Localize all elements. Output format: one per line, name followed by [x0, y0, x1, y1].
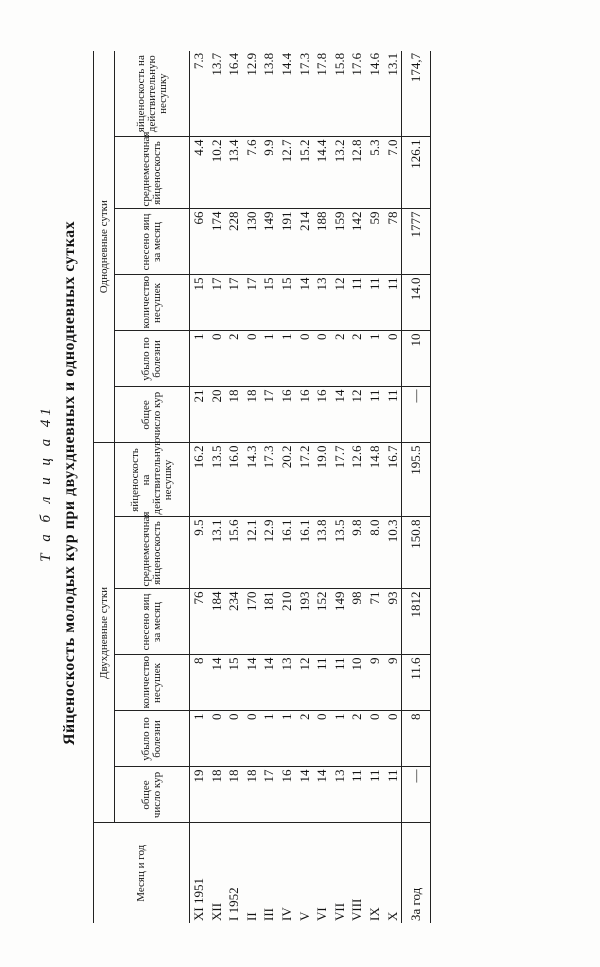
two-day-cell: 16.1 — [296, 517, 314, 589]
one-day-cell: 2 — [348, 331, 366, 387]
two-day-cell: 15 — [225, 655, 243, 711]
one-day-cell: 149 — [260, 209, 278, 275]
two-day-cell: 2 — [296, 711, 314, 767]
table-row — [331, 51, 349, 923]
one-day-cell: 13.8 — [260, 51, 278, 137]
header-lost-disease: убыло по болезни — [115, 711, 190, 767]
table-number: Т а б л и ц а 41 — [38, 404, 54, 562]
month-cell: III — [261, 908, 277, 921]
one-day-cell: 13.2 — [331, 137, 349, 209]
one-day-cell: 15.2 — [296, 137, 314, 209]
one-day-cell: 15.8 — [331, 51, 349, 137]
month-cell: IV — [278, 907, 294, 921]
table-row — [296, 51, 314, 923]
one-day-cell: 1 — [190, 331, 208, 387]
two-day-cell: 11 — [313, 655, 331, 711]
header-per-layer: яйценоскость на действительную несушку — [115, 51, 190, 137]
two-day-cell: 11 — [384, 767, 402, 823]
one-day-cell: 12 — [348, 387, 366, 443]
egg-production-table — [93, 51, 431, 923]
two-day-cell: 17.3 — [260, 443, 278, 517]
one-day-cell: 16 — [313, 387, 331, 443]
two-day-cell: 0 — [243, 711, 261, 767]
one-day-cell: 5.3 — [366, 137, 384, 209]
two-day-cell: 181 — [260, 589, 278, 655]
one-day-cell: 10 — [402, 331, 431, 387]
header-month: Месяц и год — [94, 823, 190, 923]
one-day-cell: 130 — [243, 209, 261, 275]
one-day-cell: 1777 — [402, 209, 431, 275]
two-day-cell: 1 — [260, 711, 278, 767]
header-avg-production: среднемесячная яйценоскость — [115, 137, 190, 209]
two-day-cell: 13 — [331, 767, 349, 823]
one-day-cell: 0 — [243, 331, 261, 387]
total-row — [402, 51, 431, 923]
one-day-cell: 188 — [313, 209, 331, 275]
two-day-cell: 1812 — [402, 589, 431, 655]
two-day-cell: 15.6 — [225, 517, 243, 589]
one-day-cell: 18 — [225, 387, 243, 443]
table-row — [243, 51, 261, 923]
two-day-cell: 19.0 — [313, 443, 331, 517]
two-day-cell: 18 — [243, 767, 261, 823]
two-day-cell: 14 — [243, 655, 261, 711]
one-day-cell: 10.2 — [208, 137, 226, 209]
two-day-cell: 1 — [190, 711, 208, 767]
two-day-cell: 9.5 — [190, 517, 208, 589]
one-day-cell: 2 — [331, 331, 349, 387]
one-day-cell: 126.1 — [402, 137, 431, 209]
two-day-cell: 10.3 — [384, 517, 402, 589]
one-day-cell: 1 — [260, 331, 278, 387]
two-day-cell: 12.9 — [260, 517, 278, 589]
two-day-cell: 17.2 — [296, 443, 314, 517]
header-lost-disease: убыло по болезни — [115, 331, 190, 387]
table-row — [260, 51, 278, 923]
one-day-cell: 14.6 — [366, 51, 384, 137]
month-cell: VI — [314, 907, 330, 921]
one-day-cell: 13.7 — [208, 51, 226, 137]
table-row — [225, 51, 243, 923]
table-row — [313, 51, 331, 923]
rotated-table-block — [35, 33, 565, 933]
two-day-cell: 11 — [331, 655, 349, 711]
one-day-cell: 14 — [296, 275, 314, 331]
two-day-cell: 234 — [225, 589, 243, 655]
two-day-cell: 0 — [208, 711, 226, 767]
two-day-cell: 9 — [366, 655, 384, 711]
table-title: Яйценоскость молодых кур при двухдневных и однодневных сутках — [61, 220, 78, 746]
month-cell: X — [384, 911, 400, 921]
month-cell: XII — [208, 902, 224, 921]
one-day-cell: 13 — [313, 275, 331, 331]
table-row — [278, 51, 296, 923]
one-day-cell: 59 — [366, 209, 384, 275]
one-day-cell: 4.4 — [190, 137, 208, 209]
month-cell: VII — [331, 902, 347, 921]
two-day-cell: 12 — [296, 655, 314, 711]
one-day-cell: 16 — [278, 387, 296, 443]
two-day-cell: 16 — [278, 767, 296, 823]
one-day-cell: 16.4 — [225, 51, 243, 137]
month-cell: XI 1951 — [191, 878, 206, 921]
one-day-cell: 191 — [278, 209, 296, 275]
month-cell: За год — [402, 823, 431, 923]
two-day-cell: 14 — [296, 767, 314, 823]
two-day-cell: 17 — [260, 767, 278, 823]
one-day-cell: 0 — [313, 331, 331, 387]
one-day-cell: 0 — [296, 331, 314, 387]
one-day-cell: 78 — [384, 209, 402, 275]
month-cell: I 1952 — [226, 887, 242, 921]
one-day-cell: 17 — [208, 275, 226, 331]
one-day-cell: 214 — [296, 209, 314, 275]
two-day-cell: 98 — [348, 589, 366, 655]
two-day-cell: 1 — [278, 711, 296, 767]
two-day-cell: 14.3 — [243, 443, 261, 517]
one-day-cell: 20 — [208, 387, 226, 443]
table-row — [384, 51, 402, 923]
two-day-cell: 0 — [225, 711, 243, 767]
one-day-cell: 0 — [384, 331, 402, 387]
one-day-cell: 228 — [225, 209, 243, 275]
two-day-cell: 9 — [384, 655, 402, 711]
two-day-cell: 11 — [348, 767, 366, 823]
table-row — [208, 51, 226, 923]
one-day-cell: 7.3 — [190, 51, 208, 137]
two-day-cell: 210 — [278, 589, 296, 655]
two-day-cell: 13 — [278, 655, 296, 711]
month-cell: IX — [366, 907, 382, 921]
header-total-hens: общее число кур — [115, 767, 190, 823]
one-day-cell: 12.7 — [278, 137, 296, 209]
two-day-cell: 150.8 — [402, 517, 431, 589]
two-day-cell: 12.1 — [243, 517, 261, 589]
one-day-cell: 14.4 — [278, 51, 296, 137]
two-day-cell: 18 — [225, 767, 243, 823]
two-day-cell: 0 — [384, 711, 402, 767]
one-day-cell: 11 — [348, 275, 366, 331]
two-day-cell: 10 — [348, 655, 366, 711]
two-day-cell: 14 — [313, 767, 331, 823]
table-row — [366, 51, 384, 923]
one-day-cell: 12.8 — [348, 137, 366, 209]
month-cell: V — [296, 911, 312, 921]
one-day-cell: 159 — [331, 209, 349, 275]
one-day-cell: 142 — [348, 209, 366, 275]
two-day-cell: 8.0 — [366, 517, 384, 589]
one-day-cell: 15 — [260, 275, 278, 331]
two-day-cell: 12.6 — [348, 443, 366, 517]
two-day-cell: 13.5 — [208, 443, 226, 517]
two-day-cell: 16.0 — [225, 443, 243, 517]
two-day-cell: 9.8 — [348, 517, 366, 589]
one-day-cell: 17.6 — [348, 51, 366, 137]
one-day-cell: 13.1 — [384, 51, 402, 137]
two-day-cell: 11 — [366, 767, 384, 823]
table-body — [190, 51, 431, 923]
one-day-cell: 14.4 — [313, 137, 331, 209]
table-row — [190, 51, 208, 923]
one-day-cell: 12.9 — [243, 51, 261, 137]
two-day-cell: 0 — [366, 711, 384, 767]
two-day-cell: 13.8 — [313, 517, 331, 589]
one-day-cell: 174,7 — [402, 51, 431, 137]
two-day-cell: 17.7 — [331, 443, 349, 517]
two-day-cell: 93 — [384, 589, 402, 655]
two-day-cell: 1 — [331, 711, 349, 767]
one-day-cell: 15 — [278, 275, 296, 331]
month-cell: VIII — [349, 898, 365, 921]
one-day-cell: 1 — [278, 331, 296, 387]
one-day-cell: 14 — [331, 387, 349, 443]
one-day-cell: — — [402, 387, 431, 443]
header-group-two-day: Двухдневные сутки — [94, 443, 115, 823]
two-day-cell: 16.2 — [190, 443, 208, 517]
two-day-cell: 149 — [331, 589, 349, 655]
header-avg-production: среднемесячная яйценоскость — [115, 517, 190, 589]
two-day-cell: 195.5 — [402, 443, 431, 517]
one-day-cell: 18 — [243, 387, 261, 443]
one-day-cell: 1 — [366, 331, 384, 387]
two-day-cell: 11.6 — [402, 655, 431, 711]
two-day-cell: 152 — [313, 589, 331, 655]
two-day-cell: 20.2 — [278, 443, 296, 517]
two-day-cell: 184 — [208, 589, 226, 655]
one-day-cell: 66 — [190, 209, 208, 275]
one-day-cell: 174 — [208, 209, 226, 275]
table-row — [348, 51, 366, 923]
one-day-cell: 11 — [366, 275, 384, 331]
header-eggs-month: снесено яиц за месяц — [115, 209, 190, 275]
one-day-cell: 17 — [225, 275, 243, 331]
one-day-cell: 21 — [190, 387, 208, 443]
header-group-one-day: Однодневные сутки — [94, 51, 115, 443]
two-day-cell: 8 — [190, 655, 208, 711]
month-cell: II — [243, 912, 259, 921]
one-day-cell: 13.4 — [225, 137, 243, 209]
two-day-cell: 16.1 — [278, 517, 296, 589]
two-day-cell: 193 — [296, 589, 314, 655]
header-per-layer: яйценоскость на действительную несушку — [115, 443, 190, 517]
one-day-cell: 17.3 — [296, 51, 314, 137]
two-day-cell: 76 — [190, 589, 208, 655]
one-day-cell: 17.8 — [313, 51, 331, 137]
two-day-cell: — — [402, 767, 431, 823]
one-day-cell: 7.0 — [384, 137, 402, 209]
one-day-cell: 9.9 — [260, 137, 278, 209]
one-day-cell: 7.6 — [243, 137, 261, 209]
header-layers-count: количество несушек — [115, 275, 190, 331]
two-day-cell: 71 — [366, 589, 384, 655]
one-day-cell: 2 — [225, 331, 243, 387]
one-day-cell: 14.0 — [402, 275, 431, 331]
one-day-cell: 11 — [366, 387, 384, 443]
two-day-cell: 14.8 — [366, 443, 384, 517]
two-day-cell: 13.5 — [331, 517, 349, 589]
two-day-cell: 2 — [348, 711, 366, 767]
two-day-cell: 18 — [208, 767, 226, 823]
one-day-cell: 17 — [243, 275, 261, 331]
two-day-cell: 14 — [260, 655, 278, 711]
two-day-cell: 8 — [402, 711, 431, 767]
header-layers-count: количество несушек — [115, 655, 190, 711]
two-day-cell: 13.1 — [208, 517, 226, 589]
two-day-cell: 14 — [208, 655, 226, 711]
two-day-cell: 19 — [190, 767, 208, 823]
one-day-cell: 11 — [384, 387, 402, 443]
one-day-cell: 12 — [331, 275, 349, 331]
two-day-cell: 16.7 — [384, 443, 402, 517]
header-total-hens: общее число кур — [115, 387, 190, 443]
header-eggs-month: снесено яиц за месяц — [115, 589, 190, 655]
one-day-cell: 11 — [384, 275, 402, 331]
two-day-cell: 0 — [313, 711, 331, 767]
one-day-cell: 17 — [260, 387, 278, 443]
one-day-cell: 0 — [208, 331, 226, 387]
one-day-cell: 16 — [296, 387, 314, 443]
two-day-cell: 170 — [243, 589, 261, 655]
one-day-cell: 15 — [190, 275, 208, 331]
